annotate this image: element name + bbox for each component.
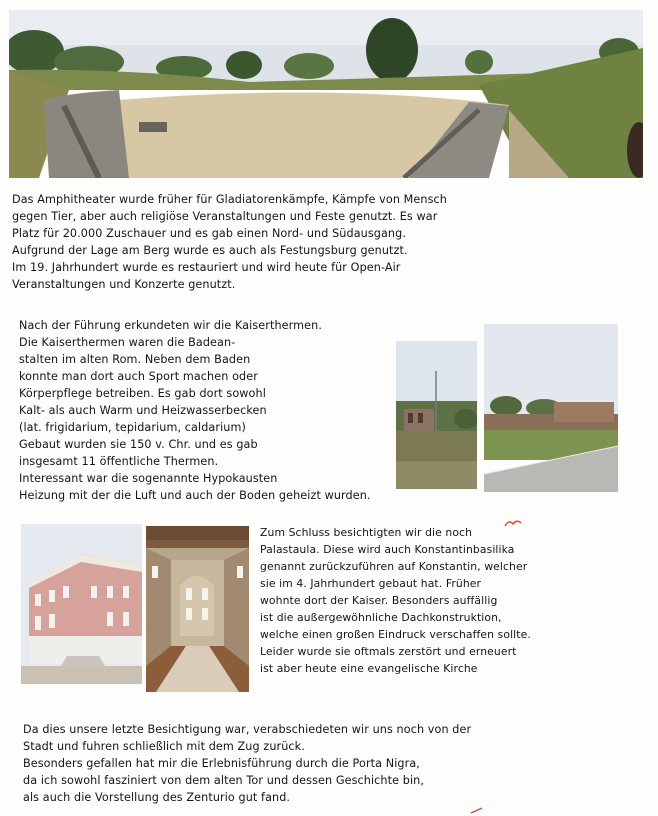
text-line: welche einen großen Eindruck verschaffen sollte. — [260, 628, 531, 641]
text-line: ist aber heute eine evangelische Kirche — [260, 662, 478, 675]
text-line: Palastaula. Diese wird auch Konstantinbasilika — [260, 543, 515, 556]
text-line: sie im 4. Jahrhundert gebaut hat. Früher — [260, 577, 482, 590]
text-line: Das Amphitheater wurde früher für Gladiatorenkämpfe, Kämpfe von Mensch — [12, 193, 447, 206]
electoral-palace-photo — [21, 524, 142, 684]
text-line: konnte man dort auch Sport machen oder — [19, 370, 258, 383]
text-line: Interessant war die sogenannte Hypokausten — [19, 472, 278, 485]
text-line: Besonders gefallen hat mir die Erlebnisführung durch die Porta Nigra, — [23, 757, 420, 770]
text-line: Gebaut wurden sie 150 v. Chr. und es gab — [19, 438, 258, 451]
kaiserthermen-paragraph — [19, 320, 579, 510]
text-line: Stadt und fuhren schließlich mit dem Zug zurück. — [23, 740, 305, 753]
text-line: Zum Schluss besichtigten wir die noch — [260, 526, 473, 539]
text-line: da ich sowohl fasziniert von dem alten Tor und dessen Geschichte bin, — [23, 774, 424, 787]
text-line: Heizung mit der die Luft und auch der Boden geheizt wurden. — [19, 489, 371, 502]
text-line: insgesamt 11 öffentliche Thermen. — [19, 455, 219, 468]
text-line: Kalt- als auch Warm und Heizwasserbecken — [19, 404, 267, 417]
text-line: Veranstaltungen und Konzerte genutzt. — [12, 278, 236, 291]
text-line: ist die außergewöhnliche Dachkonstruktion, — [260, 611, 502, 624]
text-line: Platz für 20.000 Zuschauer und es gab einen Nord- und Südausgang. — [12, 227, 406, 240]
correction-mark-icon — [470, 806, 484, 814]
amphitheater-paragraph — [12, 194, 652, 304]
basilica-interior-photo — [146, 526, 249, 692]
text-line: gegen Tier, aber auch religiöse Veranstaltungen und Feste genutzt. Es war — [12, 210, 438, 223]
text-line: Da dies unsere letzte Besichtigung war, verabschiedeten wir uns noch von der — [23, 723, 472, 736]
correction-mark-icon — [503, 518, 523, 528]
text-line: als auch die Vorstellung des Zenturio gut fand. — [23, 791, 291, 804]
text-line: Körperpflege betreiben. Es gab dort sowohl — [19, 387, 266, 400]
text-line: wohnte dort der Kaiser. Besonders auffällig — [260, 594, 498, 607]
text-line: (lat. frigidarium, tepidarium, caldarium) — [19, 421, 246, 434]
text-line: stalten im alten Rom. Neben dem Baden — [19, 353, 251, 366]
text-line: Die Kaiserthermen waren die Badean- — [19, 336, 236, 349]
amphitheater-photo — [9, 10, 643, 178]
text-line: genannt zurückzuführen auf Konstantin, welcher — [260, 560, 528, 573]
palastaula-paragraph — [260, 528, 652, 688]
text-line: Leider wurde sie oftmals zerstört und erneuert — [260, 645, 517, 658]
text-line: Im 19. Jahrhundert wurde es restauriert und wird heute für Open-Air — [12, 261, 401, 274]
text-line: Aufgrund der Lage am Berg wurde es auch als Festungsburg genutzt. — [12, 244, 408, 257]
conclusion-paragraph — [23, 724, 653, 814]
text-line: Nach der Führung erkundeten wir die Kaiserthermen. — [19, 319, 322, 332]
